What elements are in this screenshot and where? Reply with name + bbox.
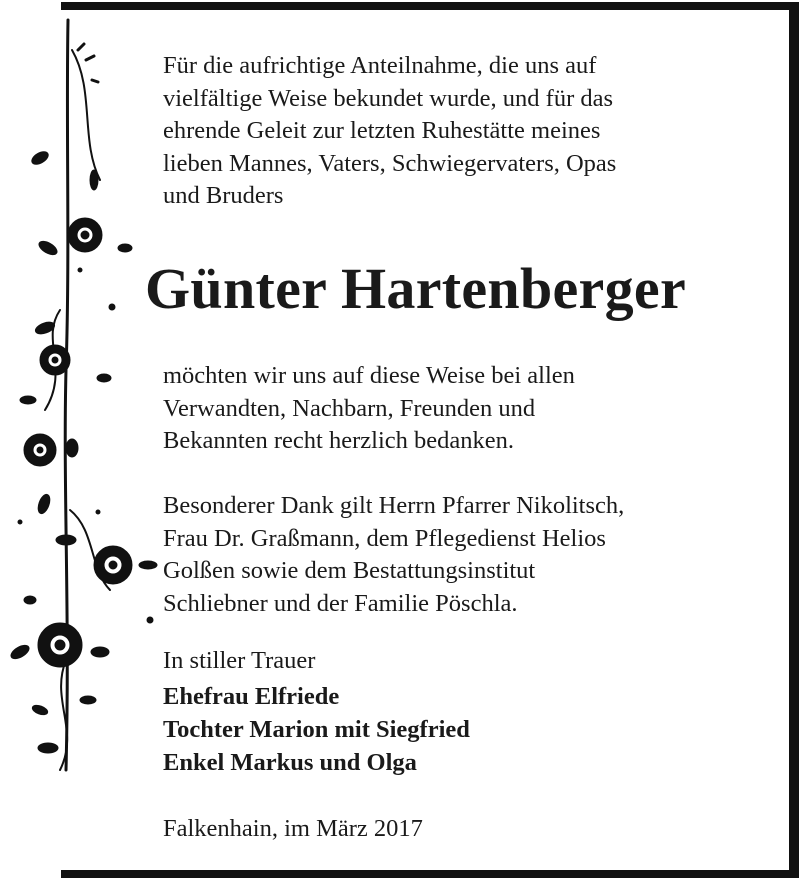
frame-border-bottom (61, 870, 799, 878)
frame-border-top (61, 2, 799, 10)
thanks-line: Bekannten recht herzlich bedanken. (163, 427, 515, 454)
family-member: Tochter Marion mit Siegfried (163, 716, 470, 743)
family-list (163, 680, 470, 779)
place-date: Falkenhain, im März 2017 (163, 815, 423, 842)
intro-line: und Bruders (163, 182, 284, 209)
intro-line: vielfältige Weise bekundet wurde, und für das (163, 84, 614, 112)
special-thanks-line: Schliebner und der Familie Pöschla. (163, 589, 518, 617)
intro-line: Für die aufrichtige Anteilnahme, die uns auf (163, 52, 597, 79)
intro-line: lieben Mannes, Vaters, Schwiegervaters, Opas (163, 149, 617, 177)
thanks-line: Verwandten, Nachbarn, Freunden und (163, 394, 536, 422)
floral-vine-icon (0, 10, 160, 870)
special-thanks-line: Besonderer Dank gilt Herrn Pfarrer Nikolitsch, (163, 492, 625, 519)
intro-paragraph (163, 50, 748, 213)
mourning-label: In stiller Trauer (163, 647, 316, 674)
intro-line: ehrende Geleit zur letzten Ruhestätte meines (163, 117, 601, 144)
deceased-name: Günter Hartenberger (145, 256, 686, 321)
frame-border-right (789, 2, 799, 878)
special-thanks-line: Golßen sowie dem Bestattungsinstitut (163, 557, 536, 584)
family-member: Ehefrau Elfriede (163, 683, 340, 710)
special-thanks-line: Frau Dr. Graßmann, dem Pflegedienst Helios (163, 524, 606, 552)
family-member: Enkel Markus und Olga (163, 749, 417, 776)
thanks-paragraph (163, 360, 748, 458)
thanks-line: möchten wir uns auf diese Weise bei allen (163, 362, 575, 389)
special-thanks-paragraph (163, 490, 748, 620)
